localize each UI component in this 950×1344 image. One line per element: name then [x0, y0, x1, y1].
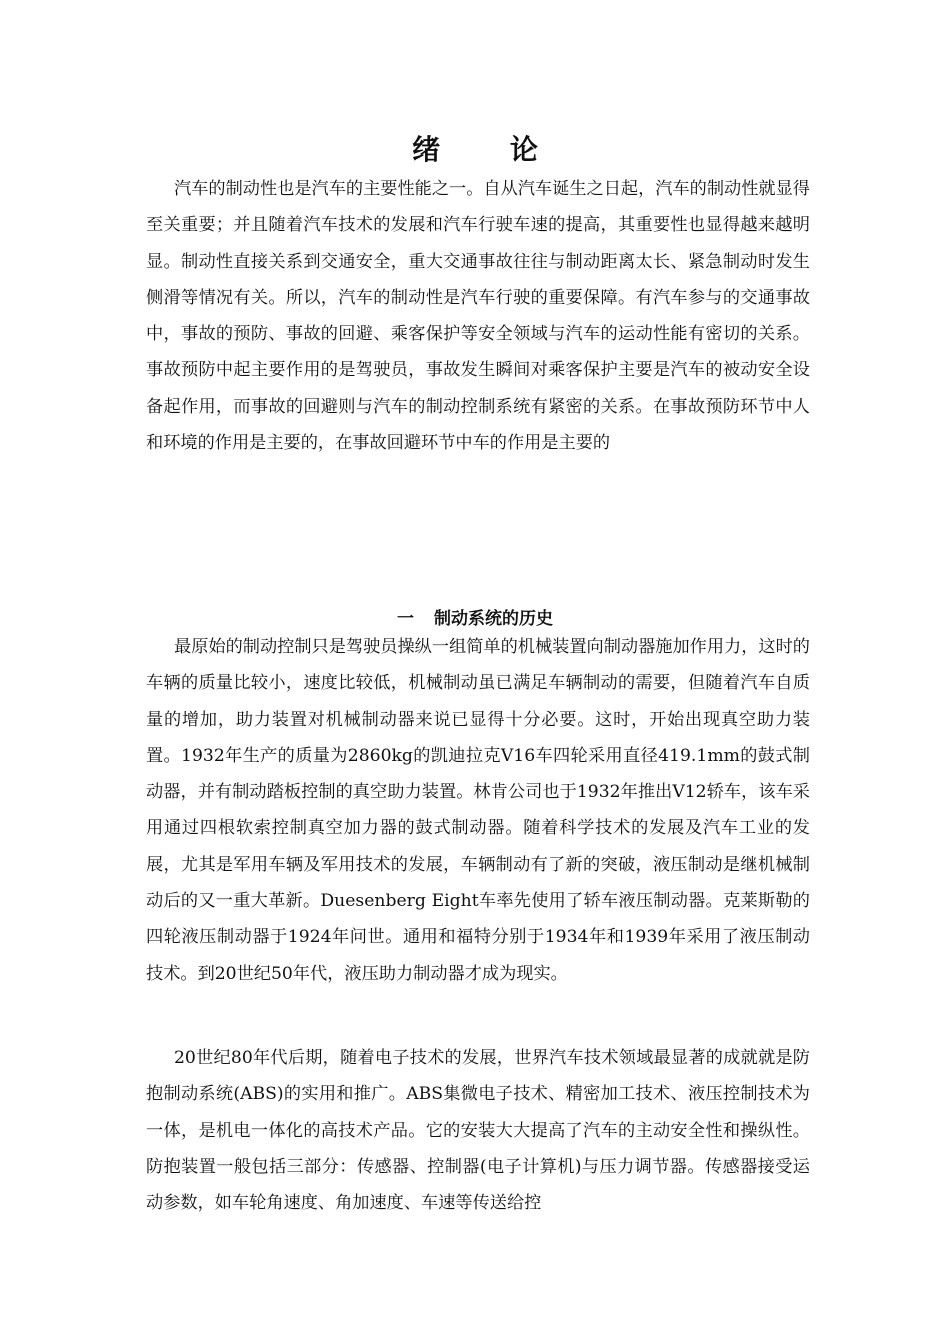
document-title: 绪 论 [412, 133, 568, 166]
section-paragraph-2: 20世纪80年代后期，随着电子技术的发展，世界汽车技术领域最显著的成就就是防抱制动系统(ABS)的实用和推广。ABS集微电子技术、精密加工技术、液压控制技术为一体，是机电一体化的高技术产品。它的安装大大提高了汽车的主动安全性和操纵性。防抱装置一般包括三部分：传感器、控制器(电子计算机)与压力调节器。传感器接受运动参数，如车轮角速度、角加速度、车速等传送给控 [146, 1048, 810, 1214]
section-paragraph-1: 最原始的制动控制只是驾驶员操纵一组简单的机械装置向制动器施加作用力，这时的车辆的质量比较小，速度比较低，机械制动虽已满足车辆制动的需要，但随着汽车自质量的增加，助力装置对机械制动器来说已显得十分必要。这时，开始出现真空助力装置。1932年生产的质量为2860kg的凯迪拉克V16车四轮采用直径419.1mm的鼓式制动器，并有制动踏板控制的真空助力装置。林肯公司也于1932年推出V12轿车，该车采用通过四根软索控制真空加力器的鼓式制动器。随着科学技术的发展及汽车工业的发展，尤其是军用车辆及军用技术的发展，车辆制动有了新的突破，液压制动是继机械制动后的又一重大革新。Duesenberg Eight车率先使用了轿车液压制动器。克莱斯勒的四轮液压制动器于1924年问世。通用和福特分别于1934年和1939年采用了液压制动技术。到20世纪50年代，液压助力制动器才成为现实。 [146, 637, 810, 984]
section-number: 一 [397, 609, 414, 629]
intro-paragraph: 汽车的制动性也是汽车的主要性能之一。自从汽车诞生之日起，汽车的制动性就显得至关重要；并且随着汽车技术的发展和汽车行驶车速的提高，其重要性也显得越来越明显。制动性直接关系到交通安全，重大交通事故往往与制动距离太长、紧急制动时发生侧滑等情况有关。所以，汽车的制动性是汽车行驶的重要保障。有汽车参与的交通事故中，事故的预防、事故的回避、乘客保护等安全领域与汽车的运动性能有密切的关系。事故预防中起主要作用的是驾驶员，事故发生瞬间对乘客保护主要是汽车的被动安全设备起作用，而事故的回避则与汽车的制动控制系统有紧密的关系。在事故预防环节中人和环境的作用是主要的，在事故回避环节中车的作用是主要的 [146, 179, 810, 454]
section-title: 制动系统的历史 [434, 609, 553, 629]
